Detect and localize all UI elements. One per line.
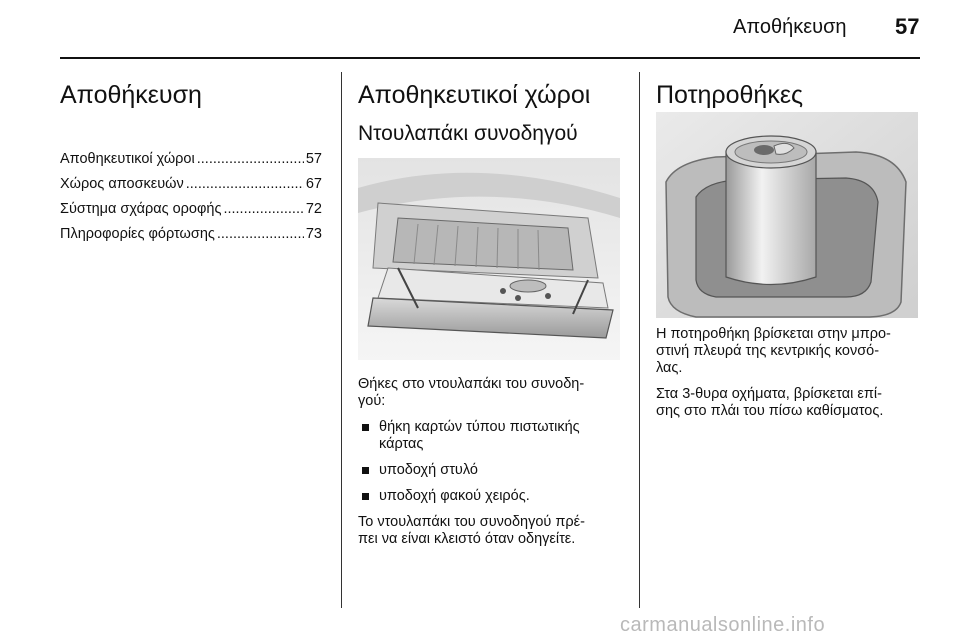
watermark: carmanualsonline.info [620, 614, 826, 636]
toc-page: 57 [305, 151, 322, 167]
list-item [358, 462, 628, 479]
body-line: στινή πλευρά της κεντρικής κονσό- [656, 343, 880, 359]
intro-line: γού: [358, 393, 386, 409]
cupholder-text [656, 326, 931, 429]
toc-label: Σύστημα σχάρας οροφής [60, 201, 222, 217]
toc-leader [223, 201, 303, 217]
list-item [358, 488, 628, 505]
toc-entry[interactable] [60, 201, 322, 226]
list-item [358, 419, 628, 453]
toc-leader [186, 176, 304, 192]
note-line: πει να είναι κλειστό όταν οδηγείτε. [358, 531, 576, 547]
list-item-text: υποδοχή φακού χειρός. [379, 488, 530, 504]
list-item-text: θήκη καρτών τύπου πιστωτικής [379, 419, 580, 435]
section-heading: Αποθηκευτικοί χώροι [358, 81, 591, 109]
toc-label: Χώρος αποσκευών [60, 176, 184, 192]
page-number: 57 [895, 14, 920, 39]
body-line: σης στο πλάι του πίσω καθίσματος. [656, 403, 884, 419]
glovebox-text [358, 376, 628, 557]
body-line: Η ποτηροθήκη βρίσκεται στην μπρο- [656, 326, 891, 342]
cupholder-illustration [656, 112, 918, 318]
toc-label: Αποθηκευτικοί χώροι [60, 151, 195, 167]
toc-label: Πληροφορίες φόρτωσης [60, 226, 215, 242]
column-divider-right [639, 72, 640, 608]
bullet-square-icon [362, 424, 369, 431]
subsection-heading: Ντουλαπάκι συνοδηγού [358, 122, 578, 145]
intro-line: Θήκες στο ντουλαπάκι του συνοδη- [358, 376, 585, 392]
toc-leader [197, 151, 304, 167]
chapter-heading: Αποθήκευση [60, 81, 202, 109]
toc-page: 73 [305, 226, 322, 242]
bullet-square-icon [362, 493, 369, 500]
glovebox-illustration [358, 158, 620, 360]
list-item-text: κάρτας [379, 436, 424, 452]
toc-page: 67 [305, 176, 322, 192]
header-rule [60, 57, 920, 59]
body-line: Στα 3-θυρα οχήματα, βρίσκεται επί- [656, 386, 882, 402]
table-of-contents [60, 151, 322, 251]
bullet-square-icon [362, 467, 369, 474]
body-line: λας. [656, 360, 683, 376]
running-header-title: Αποθήκευση [733, 16, 847, 38]
note-line: Το ντουλαπάκι του συνοδηγού πρέ- [358, 514, 585, 530]
toc-entry[interactable] [60, 226, 322, 251]
list-item-text: υποδοχή στυλό [379, 462, 478, 478]
section-heading-cupholders: Ποτηροθήκες [656, 81, 804, 109]
column-divider-left [341, 72, 342, 608]
toc-page: 72 [305, 201, 322, 217]
toc-entry[interactable] [60, 176, 322, 201]
toc-leader [217, 226, 304, 242]
toc-entry[interactable] [60, 151, 322, 176]
